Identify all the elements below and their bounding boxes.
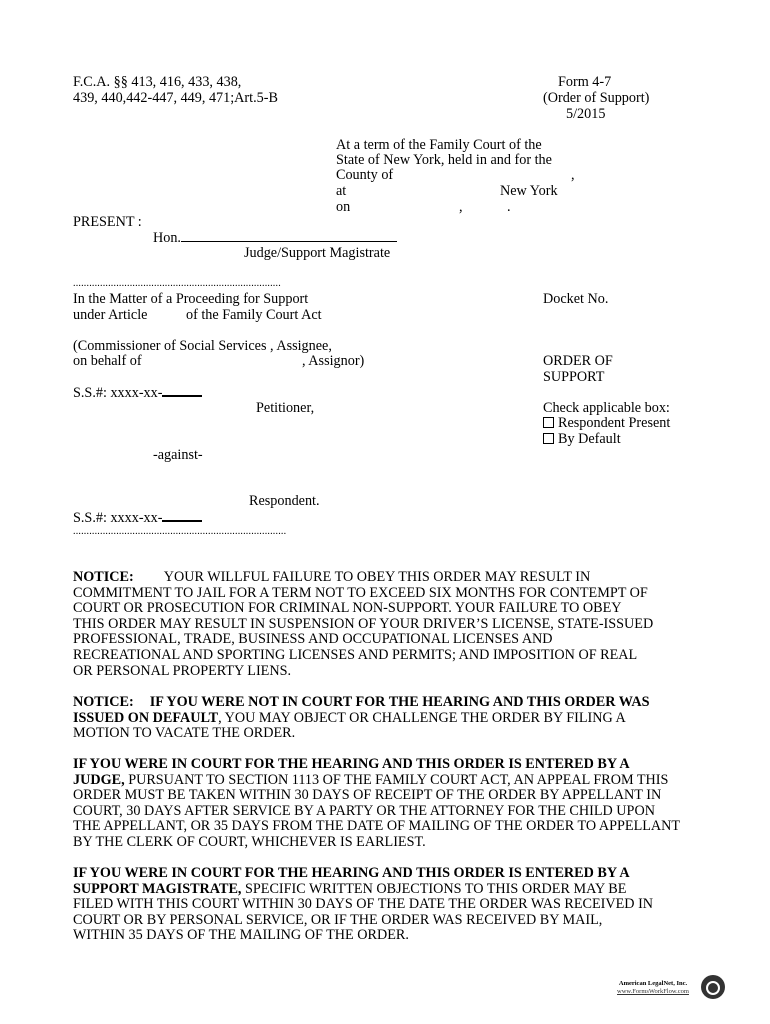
publisher-name: American LegalNet, Inc. xyxy=(618,980,688,987)
notice4-line: WITHIN 35 DAYS OF THE MAILING OF THE ORDER. xyxy=(73,927,409,944)
state-new-york: New York xyxy=(500,183,558,199)
notice3-rest-line2: PURSUANT TO SECTION 1113 OF THE FAMILY COURT ACT, AN APPEAL FROM THIS xyxy=(124,771,669,788)
matter-act-label: of the Family Court Act xyxy=(186,307,322,323)
petitioner-ss-field[interactable] xyxy=(162,384,202,397)
hon-label xyxy=(153,230,397,246)
by-default-label: By Default xyxy=(558,431,621,447)
by-default-checkbox[interactable] xyxy=(543,433,554,444)
caption-dots-bottom: ............................................................................... xyxy=(73,526,287,537)
statute-citation-line2: 439, 440,442-447, 449, 471;Art.5-B xyxy=(73,90,278,106)
commissioner-line1: (Commissioner of Social Services , Assignee, xyxy=(73,338,332,354)
notice3-line: ORDER MUST BE TAKEN WITHIN 30 DAYS OF RECEIPT OF THE ORDER BY APPELLANT IN xyxy=(73,787,662,804)
notice2-bold-line2: ISSUED ON DEFAULT xyxy=(73,709,219,726)
notice-willful-failure xyxy=(73,570,733,679)
notice3-line: BY THE CLERK OF COURT, WHICHEVER IS EARLIEST. xyxy=(73,833,426,850)
statute-citation-line1: F.C.A. §§ 413, 416, 433, 438, xyxy=(73,74,242,90)
petitioner-ss-line xyxy=(73,384,202,401)
notice2-rest-line2: , YOU MAY OBJECT OR CHALLENGE THE ORDER BY FILING A xyxy=(218,709,626,726)
date-on-label: on xyxy=(336,199,351,215)
publisher-logo xyxy=(607,974,725,1002)
caption-dots-top: ............................................................................. xyxy=(73,278,281,289)
notice1-line: OR PERSONAL PROPERTY LIENS. xyxy=(73,662,292,679)
notice2-label: NOTICE: xyxy=(73,694,134,710)
notice4-line: FILED WITH THIS COURT WITHIN 30 DAYS OF THE DATE THE ORDER WAS RECEIVED IN xyxy=(73,896,654,913)
notice4-bold-line1: IF YOU WERE IN COURT FOR THE HEARING AND THIS ORDER IS ENTERED BY A xyxy=(73,865,630,881)
notice2-bold-line1: IF YOU WERE NOT IN COURT FOR THE HEARING AND THIS ORDER WAS xyxy=(149,694,650,710)
notice1-line: RECREATIONAL AND SPORTING LICENSES AND PERMITS; AND IMPOSITION OF REAL xyxy=(73,646,638,663)
against-label: -against- xyxy=(153,447,203,463)
respondent-ss-label: S.S.#: xxxx-xx- xyxy=(73,510,163,526)
date-comma: , xyxy=(459,199,463,215)
notice-magistrate-objections xyxy=(73,866,733,944)
publisher-text xyxy=(607,980,699,996)
on-behalf-label: on behalf of xyxy=(73,353,142,369)
location-at-label: at xyxy=(336,183,347,199)
check-applicable-label: Check applicable box: xyxy=(543,400,670,416)
petitioner-label: Petitioner, xyxy=(256,400,315,416)
notice1-line: PROFESSIONAL, TRADE, BUSINESS AND OCCUPATIONAL LICENSES AND xyxy=(73,631,553,648)
judge-name-field[interactable] xyxy=(181,230,397,242)
respondent-label: Respondent. xyxy=(249,493,320,509)
respondent-ss-field[interactable] xyxy=(162,509,202,522)
county-label: County of xyxy=(336,167,394,183)
notice3-line: COURT, 30 DAYS AFTER SERVICE BY A PARTY OR THE ATTORNEY FOR THE CHILD UPON xyxy=(73,802,655,819)
judge-title: Judge/Support Magistrate xyxy=(244,245,391,261)
docket-number-label: Docket No. xyxy=(543,291,609,307)
notice3-line: THE APPELLANT, OR 35 DAYS FROM THE DATE OF MAILING OF THE ORDER TO APPELLANT xyxy=(73,818,681,835)
date-period: . xyxy=(507,199,511,215)
form-title: (Order of Support) xyxy=(543,90,650,106)
assignor-label: , Assignor) xyxy=(302,353,365,369)
petitioner-ss-label: S.S.#: xxxx-xx- xyxy=(73,385,163,401)
present-label: PRESENT : xyxy=(73,214,142,230)
option-by-default[interactable] xyxy=(543,431,621,447)
notice-default xyxy=(73,695,733,742)
form-number: Form 4-7 xyxy=(558,74,612,90)
matter-line1: In the Matter of a Proceeding for Support xyxy=(73,291,309,307)
publisher-url[interactable]: www.FormsWorkFlow.com xyxy=(617,988,689,995)
form-date: 5/2015 xyxy=(566,106,606,122)
notice3-bold-line2: JUDGE, xyxy=(73,771,125,788)
notice-judge-appeal xyxy=(73,757,733,851)
notice1-line: YOUR WILLFUL FAILURE TO OBEY THIS ORDER MAY RESULT IN xyxy=(163,569,591,585)
matter-article-label: under Article xyxy=(73,307,148,323)
respondent-present-checkbox[interactable] xyxy=(543,417,554,428)
notice2-line3: MOTION TO VACATE THE ORDER. xyxy=(73,725,296,742)
notice1-label: NOTICE: xyxy=(73,569,134,585)
notice1-line: COURT OR PROSECUTION FOR CRIMINAL NON-SUPPORT. YOUR FAILURE TO OBEY xyxy=(73,600,622,617)
notice1-line: THIS ORDER MAY RESULT IN SUSPENSION OF YOUR DRIVER’S LICENSE, STATE-ISSUED xyxy=(73,615,654,632)
globe-icon xyxy=(701,975,725,999)
option-respondent-present[interactable] xyxy=(543,415,670,431)
court-term-line1: At a term of the Family Court of the xyxy=(336,137,542,153)
notice3-bold-line1: IF YOU WERE IN COURT FOR THE HEARING AND THIS ORDER IS ENTERED BY A xyxy=(73,756,630,772)
order-title-line1: ORDER OF xyxy=(543,353,613,369)
respondent-present-label: Respondent Present xyxy=(558,415,671,431)
notice1-line: COMMITMENT TO JAIL FOR A TERM NOT TO EXCEED SIX MONTHS FOR CONTEMPT OF xyxy=(73,584,648,601)
hon-text: Hon. xyxy=(153,230,181,246)
county-comma: , xyxy=(571,167,575,183)
order-title-line2: SUPPORT xyxy=(543,369,605,385)
notice4-line: COURT OR BY PERSONAL SERVICE, OR IF THE ORDER WAS RECEIVED BY MAIL, xyxy=(73,911,603,928)
notice4-rest-line2: SPECIFIC WRITTEN OBJECTIONS TO THIS ORDER MAY BE xyxy=(241,880,627,897)
notice4-bold-line2: SUPPORT MAGISTRATE, xyxy=(73,880,242,897)
court-term-line2: State of New York, held in and for the xyxy=(336,152,552,168)
